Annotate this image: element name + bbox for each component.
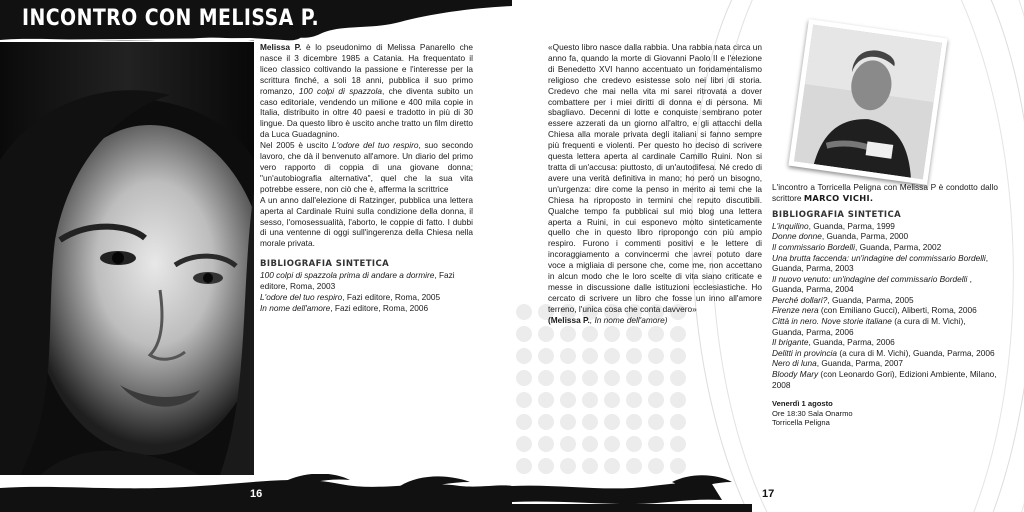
bib-details: , Guanda, Parma, 2000 [821,231,909,242]
bib-details: , Guanda, Parma, 2007 [816,358,904,369]
moderator-photo [788,19,947,185]
bibliography-item [260,303,473,314]
event-time: Ore 18:30 Sala Onarmo [772,408,853,418]
bib-details: (con Leonardo Gori), Edizioni Ambiente, Milano, 2008 [772,369,997,390]
quote-author: (Melissa P. [548,314,590,325]
page-title: INCONTRO CON MELISSA P. [22,6,320,31]
bib-details: , Guanda, Parma, 2003 [772,252,989,274]
bio-text-4: , suo secondo lavoro, che dà il benvenuto all'amore. Un diario del primo vero rapporto di coppia di una giovane donna; "un'autobiografia alternativa", quel che la sua vita potrebbe essere, non ciò che è, afferma la scrittrice [260,140,473,194]
bib-details: , Guanda, Parma, 2005 [827,294,914,305]
bib-title: Una brutta faccenda: un'indagine del commissario Bordelli [772,252,986,263]
bio-text-3: Nel 2005 è uscito [260,140,333,151]
page-number: 16 [250,488,263,500]
bio-name: Melissa P. [260,42,302,52]
bibliography-item [772,358,998,369]
bib-details: , Guanda, Parma, 2004 [772,273,972,295]
quote-book-title: , In nome dell'amore) [589,314,668,325]
bib-title: Delitti in provincia [772,347,838,358]
bibliography-item [772,316,998,337]
bib-title: L'odore del tuo respiro [260,291,343,302]
intro-text: L'incontro a Torricella Peligna con Melissa P è condotto dallo scrittore [772,182,998,203]
moderator-intro [772,182,998,204]
bib-title: L'inquilino [772,220,809,231]
bib-title: In nome dell'amore [260,302,331,313]
moderator-name: MARCO VICHI. [803,192,874,203]
bib-details: (a cura di M. Vichi), Guanda, Parma, 2006 [837,347,995,358]
bib-details: , Fazi editore, Roma, 2006 [330,302,429,313]
bibliography-item [772,253,998,274]
bibliography-item [772,337,998,348]
bib-details: , Fazi editore, Roma, 2003 [260,270,455,292]
bibliography-item [772,221,998,232]
bib-details: (con Emiliano Gucci), Aliberti, Roma, 2006 [818,305,977,316]
bib-title: Bloody Mary [772,369,819,380]
bio-paragraph-2 [260,140,473,195]
bio-text-2: , che diventa subito un caso editoriale, vendendo un milione e 400 mila copie in Italia, distribuito in oltre 40 paesi e tradotto in più di 30 lingue. Da questo libro è uscito anche tratto un film diretto da Luca Guadagnino. [260,85,474,140]
bib-details: , Fazi editore, Roma, 2005 [342,291,441,302]
bibliography-item [772,242,998,253]
bib-title: Perché dollari? [772,294,828,305]
bio-text: è lo pseudonimo di Melissa Panarello che nasce il 3 dicembre 1985 a Catania. Ha frequentato il liceo classico coltivando la passione e l'interesse per la scrittura finché, a soli 18 anni, pubblica il suo primo romanzo, [260,42,473,96]
event-date: Venerdì 1 agosto [772,399,833,409]
bio-book-title: 100 colpi di spazzola [298,85,382,96]
page-number: 17 [762,488,775,500]
bib-details: , Guanda, Parma, 2002 [855,241,942,252]
quote-source [548,315,762,326]
bib-details: , Guanda, Parma, 2006 [808,337,895,348]
bibliography-item [772,274,998,295]
bib-title: Città in nero. Nove storie italiane [772,316,892,327]
bibliography-item [772,305,998,316]
bibliography-item [772,348,998,359]
bib-details: , Guanda, Parma, 1999 [808,220,895,231]
bib-title: 100 colpi di spazzola prima di andare a dormire [260,270,435,281]
bib-title: Il commissario Bordelli [772,241,855,252]
bib-title: Nero di luna [772,358,817,369]
quote-text: «Questo libro nasce dalla rabbia. Una rabbia nata circa un anno fa, quando la morte di Giovanni Paolo II e l'elezione di Benedetto XVI hanno accentuato un fondamentalismo religioso che credevo esistesse solo nei libri di storia. Credevo che mai nella vita mi sarei ritrovata a dover combattere per i miei diritti di donna e di persona. Mi sbagliavo. Decenni di lotte e conquiste sembrano poter essere azzerati da un giorno all'altro, e gli attacchi della Chiesa alla morale privata degli italiani si fanno sempre più frequenti e violenti. Per questo ho deciso di scrivere questa lettera aperta al cardinale Camillo Ruini. Non si tratta di un'accusa: piuttosto, di un'autodifesa. Né credo di avere una verità definitiva in mano; ho però un bisogno, un'urgenza: dire come la penso in merito ai temi che la Chiesa ha riproposto in termini che reputo discutibili. Qualche tempo fa pubblicai sul mio blog una lettera aperta a Ruini, in cui esponevo molto sinteticamente quello che in questo libro ripropongo con più ampio respiro. Furono i commenti positivi e le lettere di incoraggiamento a convincermi che avrei potuto dare voce a migliaia di persone che, come me, non accettano in alcun modo che le loro scelte di vita siano criticate e messe in discussione dalle istituzioni ecclesiastiche. Ho cercato di scrivere un libro che fosse un inno all'amore terreno, l'unica cosa che conta davvero» [548,42,763,314]
author-photo [0,40,254,475]
bio-book-title-2: L'odore del tuo respiro [332,140,419,151]
biography-text [260,42,473,314]
bib-title: Il brigante [772,337,809,348]
bib-details: (a cura di M. Vichi), Guanda, Parma, 2006 [772,316,966,337]
bibliography-item [260,292,473,303]
bibliography-item [260,270,473,292]
bib-title: Firenze nera [772,305,819,316]
event-place: Torricella Peligna [772,418,830,428]
event-info [772,182,998,428]
bib-title: Donne donne [772,231,822,242]
book-quote [548,42,762,326]
bio-paragraph-3: A un anno dall'elezione di Ratzinger, pubblica una lettera aperta al Cardinale Ruini sulla condizione della donna, il sesso, l'omosessualità, l'aborto, le coppie di fatto. I dubbi di una ventenne di oggi sull'ingerenza della Chiesa nella morale privata. [260,194,473,249]
bibliography-heading: BIBLIOGRAFIA SINTETICA [772,209,902,220]
bio-paragraph [260,42,473,140]
bibliography-heading: BIBLIOGRAFIA SINTETICA [260,259,390,270]
right-page [512,0,1024,512]
bib-title: Il nuovo venuto: un'indagine del commissario Bordelli [772,273,968,284]
bibliography-item [772,231,998,242]
bibliography-item [772,295,998,306]
decorative-dots [512,300,692,490]
bibliography-item [772,369,998,390]
